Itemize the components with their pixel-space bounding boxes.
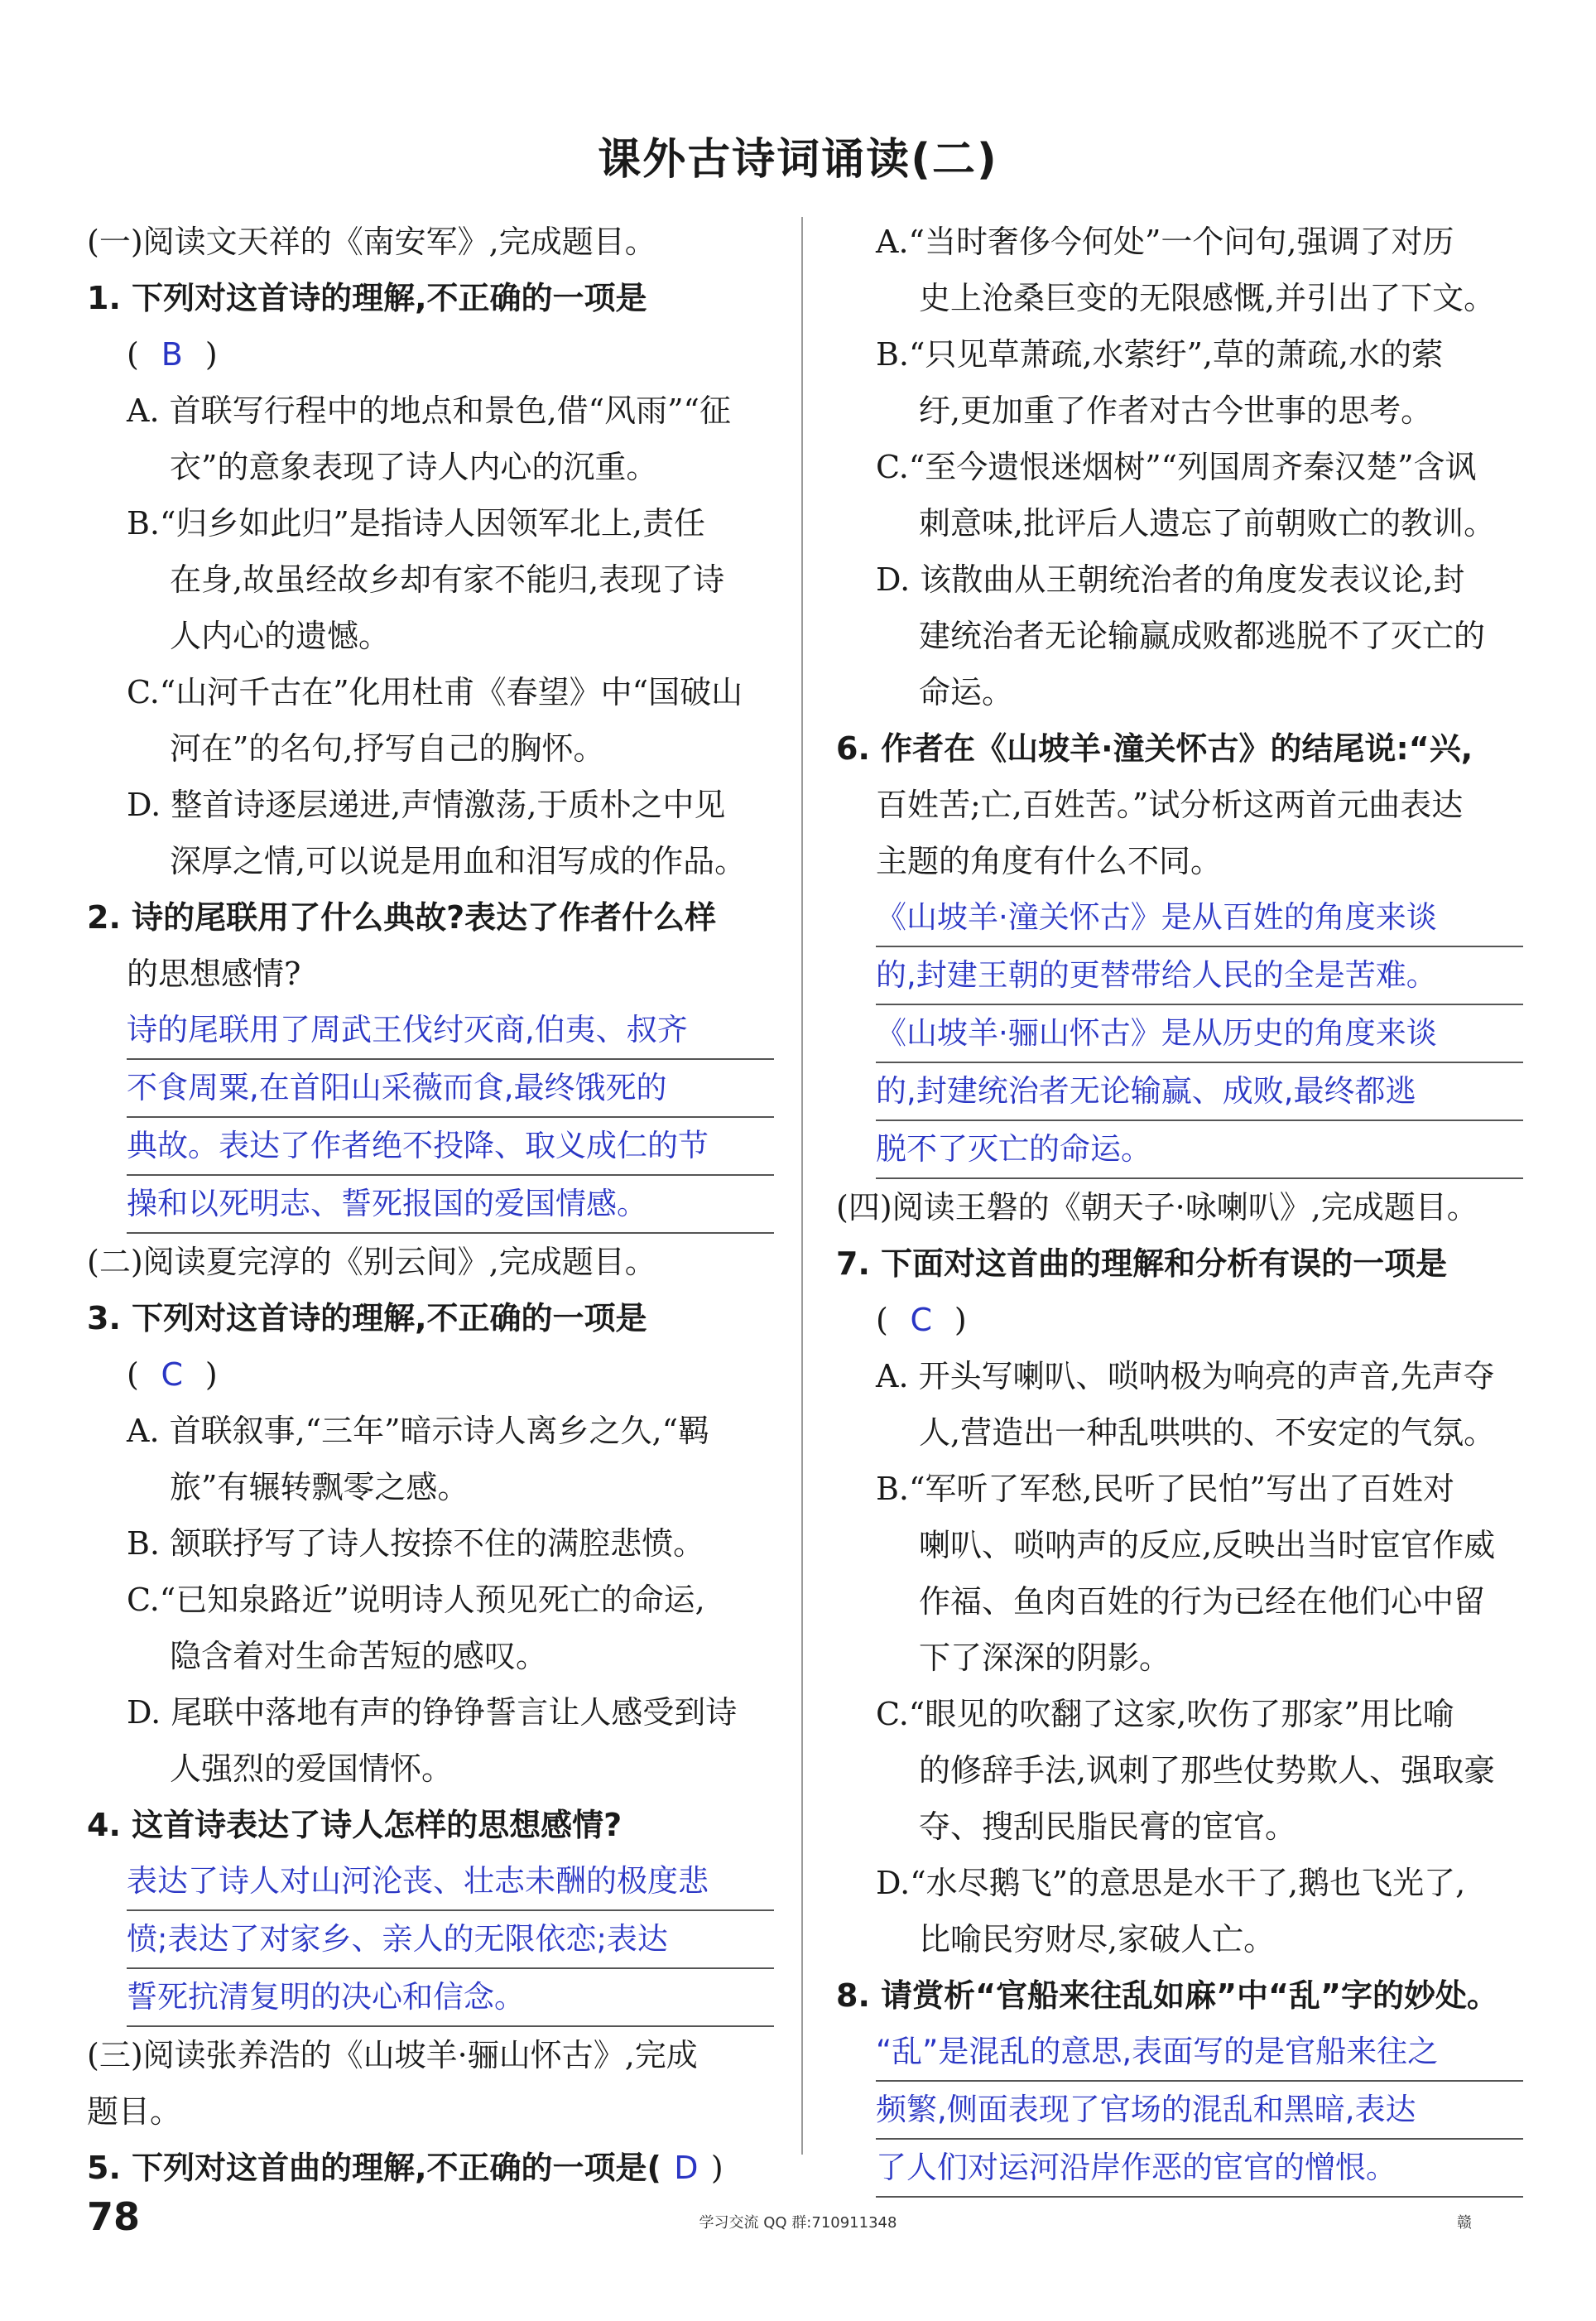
line-text: 8. 请赏析“官船来往乱如麻”中“乱”字的妙处。 — [836, 1977, 1499, 2014]
section-heading — [87, 2027, 774, 2083]
line-text: A. 首联写行程中的地点和景色,借“风雨”“征 — [127, 392, 731, 429]
option-text — [836, 1799, 1523, 1855]
column-divider — [801, 217, 803, 2155]
handwritten-answer-line: 典故。表达了作者绝不投降、取义成仁的节 — [127, 1118, 774, 1176]
option-text — [836, 1461, 1523, 1517]
option-text — [87, 664, 774, 720]
option-text — [87, 833, 774, 889]
line-text: D. 整首诗逐层递进,声情激荡,于质朴之中见 — [127, 787, 726, 823]
handwritten-answer-line: 誓死抗清复明的决心和信念。 — [127, 1969, 774, 2027]
page-title: 课外古诗词诵读(二) — [598, 135, 998, 185]
handwritten-answer-line: 的,封建统治者无论输赢、成败,最终都逃 — [876, 1063, 1523, 1121]
handwritten-answer-line: 不食周粟,在首阳山采薇而食,最终饿死的 — [127, 1060, 774, 1118]
choice-answer: C — [161, 1356, 184, 1393]
line-text: 史上沧桑巨变的无限感慨,并引出了下文。 — [919, 280, 1496, 316]
handwritten-answer-line: 频繁,侧面表现了官场的混乱和黑暗,表达 — [876, 2082, 1523, 2140]
option-text — [87, 1572, 774, 1628]
line-text: 人内心的遗憾。 — [170, 618, 391, 654]
line-text: 3. 下列对这首诗的理解,不正确的一项是 — [87, 1300, 647, 1336]
line-text: B. 颔联抒写了诗人按捺不住的满腔悲愤。 — [127, 1525, 705, 1562]
question-stem — [836, 720, 1523, 777]
handwritten-answer-line: 愤;表达了对家乡、亲人的无限依恋;表达 — [127, 1911, 774, 1969]
answer-bracket: ( C ) — [87, 1346, 774, 1403]
line-text: A. 开头写喇叭、唢呐极为响亮的声音,先声夺 — [876, 1358, 1495, 1394]
option-text — [836, 1573, 1523, 1630]
question-stem — [87, 889, 774, 946]
option-text — [87, 1515, 774, 1572]
footer-region-mark: 赣 — [1457, 2214, 1472, 2232]
question-stem — [87, 2140, 774, 2196]
line-text: 纡,更加重了作者对古今世事的思考。 — [919, 392, 1433, 429]
handwritten-answer-line: 诗的尾联用了周武王伐纣灭商,伯夷、叔齐 — [127, 1002, 774, 1060]
option-text — [836, 551, 1523, 608]
handwritten-answer-line: 《山坡羊·骊山怀古》是从历史的角度来谈 — [876, 1005, 1523, 1063]
answer-bracket: ( C ) — [836, 1292, 1523, 1348]
handwritten-answer-line: 的,封建王朝的更替带给人民的全是苦难。 — [876, 947, 1523, 1005]
option-text — [836, 1630, 1523, 1686]
line-text: (三)阅读张养浩的《山坡羊·骊山怀古》,完成 — [87, 2037, 698, 2073]
answer-bracket: ( B ) — [87, 326, 774, 383]
option-text — [836, 214, 1523, 270]
line-text: 建统治者无论输赢成败都逃脱不了灭亡的 — [919, 618, 1486, 654]
line-text: B.“只见草萧疏,水萦纡”,草的萧疏,水的萦 — [876, 336, 1444, 373]
option-text — [836, 383, 1523, 439]
line-text: 的修辞手法,讽刺了那些仗势欺人、强取豪 — [919, 1752, 1496, 1789]
option-text — [836, 326, 1523, 383]
line-text: (二)阅读夏完淳的《别云间》,完成题目。 — [87, 1244, 656, 1280]
line-text: C.“已知泉路近”说明诗人预见死亡的命运, — [127, 1582, 705, 1618]
option-text — [836, 833, 1523, 889]
option-text — [87, 383, 774, 439]
line-text: 夺、搜刮民脂民膏的宦官。 — [919, 1808, 1297, 1845]
handwritten-answer-line: 脱不了灭亡的命运。 — [876, 1121, 1523, 1179]
option-text — [87, 720, 774, 777]
line-text: C.“眼见的吹翻了这家,吹伤了那家”用比喻 — [876, 1696, 1454, 1732]
option-text — [87, 551, 774, 608]
option-text — [836, 439, 1523, 495]
option-text — [87, 495, 774, 551]
line-text: 刺意味,批评后人遗忘了前朝败亡的教训。 — [919, 505, 1496, 542]
left-column — [87, 214, 774, 2196]
line-text: 旅”有辗转飘零之感。 — [170, 1469, 469, 1505]
line-text: 的思想感情? — [127, 956, 301, 992]
handwritten-answer-line: 表达了诗人对山河沦丧、壮志未酬的极度悲 — [127, 1853, 774, 1911]
question-stem — [87, 270, 774, 326]
option-text — [87, 1628, 774, 1684]
line-text: A. 首联叙事,“三年”暗示诗人离乡之久,“羁 — [127, 1413, 710, 1449]
line-text: 衣”的意象表现了诗人内心的沉重。 — [170, 449, 658, 485]
option-text — [836, 664, 1523, 720]
handwritten-answer-line: 操和以死明志、誓死报国的爱国情感。 — [127, 1176, 774, 1234]
option-text — [87, 608, 774, 664]
line-text: 人,营造出一种乱哄哄的、不安定的气氛。 — [919, 1414, 1496, 1451]
section-heading — [87, 1234, 774, 1290]
choice-answer: C — [910, 1302, 933, 1338]
option-text — [87, 946, 774, 1002]
handwritten-answer-line: “乱”是混乱的意思,表面写的是官船来往之 — [876, 2024, 1523, 2082]
question-stem — [87, 1290, 774, 1346]
question-stem — [87, 1797, 774, 1853]
line-text: 隐含着对生命苦短的感叹。 — [170, 1638, 548, 1674]
line-text: 作福、鱼肉百姓的行为已经在他们心中留 — [919, 1583, 1486, 1620]
option-text — [836, 1742, 1523, 1799]
line-text: (一)阅读文天祥的《南安军》,完成题目。 — [87, 224, 656, 260]
section-heading — [836, 1179, 1523, 1235]
option-text — [87, 439, 774, 495]
option-text — [87, 1684, 774, 1741]
line-text: C.“山河千古在”化用杜甫《春望》中“国破山 — [127, 674, 743, 710]
page-number: 78 — [87, 2194, 141, 2239]
line-text: 命运。 — [919, 674, 1014, 710]
option-text — [836, 608, 1523, 664]
line-text: B.“归乡如此归”是指诗人因领军北上,责任 — [127, 505, 705, 542]
option-text — [87, 1459, 774, 1515]
line-text: 题目。 — [87, 2093, 182, 2130]
handwritten-answer-line: 《山坡羊·潼关怀古》是从百姓的角度来谈 — [876, 889, 1523, 947]
line-text: B.“军听了军愁,民听了民怕”写出了百姓对 — [876, 1471, 1454, 1507]
option-text — [836, 1517, 1523, 1573]
option-text — [87, 1403, 774, 1459]
footer-text: 学习交流 QQ 群:710911348 — [699, 2214, 897, 2232]
line-text: 百姓苦;亡,百姓苦。”试分析这两首元曲表达 — [876, 787, 1464, 823]
line-text: 6. 作者在《山坡羊·潼关怀古》的结尾说:“兴, — [836, 730, 1473, 767]
question-stem — [836, 1235, 1523, 1292]
line-text: D. 尾联中落地有声的铮铮誓言让人感受到诗 — [127, 1694, 738, 1731]
line-text: D. 该散曲从王朝统治者的角度发表议论,封 — [876, 561, 1465, 598]
option-text — [87, 777, 774, 833]
option-text — [836, 1855, 1523, 1911]
line-text: 河在”的名句,抒写自己的胸怀。 — [170, 730, 605, 767]
line-text: C.“至今遗恨迷烟树”“列国周齐秦汉楚”含讽 — [876, 449, 1477, 485]
line-text: 在身,故虽经故乡却有家不能归,表现了诗 — [170, 561, 725, 598]
line-text: 喇叭、唢呐声的反应,反映出当时宦官作威 — [919, 1527, 1496, 1563]
option-text — [836, 495, 1523, 551]
line-text: 深厚之情,可以说是用血和泪写成的作品。 — [170, 843, 747, 879]
option-text — [836, 1404, 1523, 1461]
line-text: 下了深深的阴影。 — [919, 1640, 1171, 1676]
line-text: 2. 诗的尾联用了什么典故?表达了作者什么样 — [87, 899, 717, 936]
right-column — [836, 214, 1523, 2198]
line-text: A.“当时奢侈今何处”一个问句,强调了对历 — [876, 224, 1454, 260]
line-text: 5. 下列对这首曲的理解,不正确的一项是( — [87, 2150, 661, 2186]
closing-bracket: ) — [710, 2150, 723, 2186]
line-text: 主题的角度有什么不同。 — [876, 843, 1223, 879]
section-heading — [87, 214, 774, 270]
line-text: 4. 这首诗表达了诗人怎样的思想感情? — [87, 1807, 623, 1843]
line-text: 1. 下列对这首诗的理解,不正确的一项是 — [87, 280, 647, 316]
option-text — [836, 1686, 1523, 1742]
option-text — [836, 1911, 1523, 1967]
line-text: 7. 下面对这首曲的理解和分析有误的一项是 — [836, 1245, 1448, 1282]
line-text: 人强烈的爱国情怀。 — [170, 1750, 454, 1787]
choice-answer: D — [674, 2150, 699, 2186]
option-text — [836, 1348, 1523, 1404]
choice-answer: B — [161, 336, 183, 373]
option-text — [87, 1741, 774, 1797]
line-text: (四)阅读王磐的《朝天子·咏喇叭》,完成题目。 — [836, 1189, 1478, 1226]
question-stem — [836, 1967, 1523, 2024]
line-text: D.“水尽鹅飞”的意思是水干了,鹅也飞光了, — [876, 1865, 1466, 1901]
line-text: 比喻民穷财尽,家破人亡。 — [919, 1921, 1276, 1957]
option-text — [836, 270, 1523, 326]
section-heading — [87, 2083, 774, 2140]
option-text — [836, 777, 1523, 833]
handwritten-answer-line: 了人们对运河沿岸作恶的宦官的憎恨。 — [876, 2140, 1523, 2198]
